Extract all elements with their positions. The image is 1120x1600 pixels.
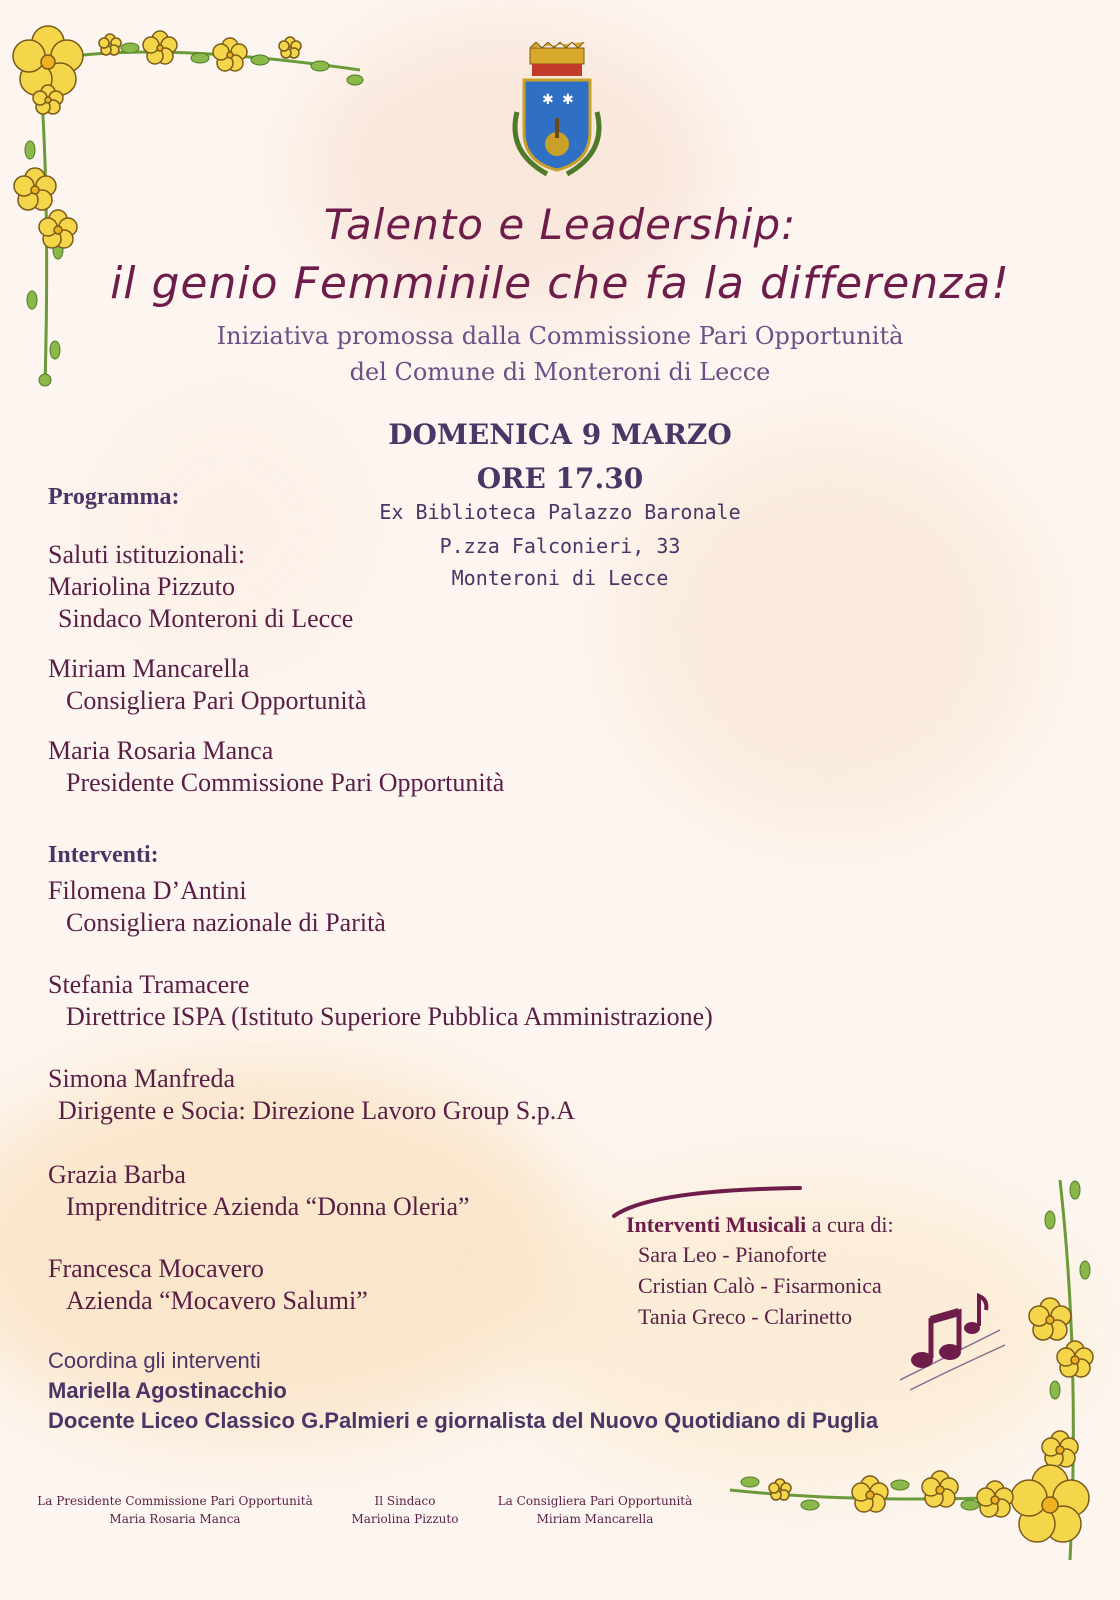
subtitle-line-2: del Comune di Monteroni di Lecce — [349, 358, 771, 386]
event-city: Monteroni di Lecce — [451, 566, 669, 590]
music-performer: Tania Greco - Clarinetto — [638, 1304, 853, 1329]
coordina-name: Mariella Agostinacchio — [48, 1378, 287, 1403]
speaker-name: Mariolina Pizzuto — [48, 572, 236, 601]
event-date: DOMENICA 9 MARZO — [388, 418, 732, 451]
svg-text:✱: ✱ — [542, 92, 554, 108]
speaker-name: Maria Rosaria Manca — [48, 736, 274, 765]
speaker-role: Imprenditrice Azienda “Donna Oleria” — [66, 1192, 470, 1221]
coordina-label: Coordina gli interventi — [48, 1348, 261, 1373]
speaker-role: Azienda “Mocavero Salumi” — [66, 1286, 368, 1315]
music-heading-bold: Interventi Musicali — [626, 1212, 807, 1237]
speaker-name: Simona Manfreda — [48, 1064, 236, 1093]
municipal-coat-of-arms-icon — [502, 42, 612, 182]
event-address: P.zza Falconieri, 33 — [439, 534, 681, 558]
signature-title: La Consigliera Pari Opportunità — [497, 1494, 693, 1508]
signature-title: La Presidente Commissione Pari Opportunità — [37, 1494, 313, 1508]
subtitle-line-1: Iniziativa promossa dalla Commissione Pari Opportunità — [216, 322, 904, 350]
speaker-role: Sindaco Monteroni di Lecce — [58, 604, 354, 633]
speaker-role: Dirigente e Socia: Direzione Lavoro Group S.p.A — [58, 1096, 575, 1125]
saluti-heading: Saluti istituzionali: — [48, 540, 246, 569]
signature-name: Mariolina Pizzuto — [351, 1512, 459, 1526]
interventi-heading: Interventi: — [48, 842, 159, 868]
signature-title: Il Sindaco — [374, 1494, 436, 1508]
programma-heading: Programma: — [48, 484, 180, 510]
event-venue: Ex Biblioteca Palazzo Baronale — [379, 500, 741, 524]
speaker-name: Miriam Mancarella — [48, 654, 250, 683]
speaker-name: Grazia Barba — [48, 1160, 186, 1189]
speaker-role: Direttrice ISPA (Istituto Superiore Pubblica Amministrazione) — [66, 1002, 713, 1031]
event-title-line-2: il genio Femminile che fa la differenza! — [110, 258, 1010, 309]
music-performer: Sara Leo - Pianoforte — [638, 1242, 827, 1267]
signature-name: Maria Rosaria Manca — [109, 1512, 241, 1526]
music-performer: Cristian Calò - Fisarmonica — [638, 1273, 882, 1298]
speaker-name: Filomena D’Antini — [48, 876, 247, 905]
coordina-role: Docente Liceo Classico G.Palmieri e giornalista del Nuovo Quotidiano di Puglia — [48, 1408, 879, 1433]
signature-presidente — [30, 1492, 320, 1528]
event-time: ORE 17.30 — [476, 462, 644, 495]
music-notes-icon — [900, 1290, 1010, 1400]
svg-text:✱: ✱ — [562, 92, 574, 108]
music-heading — [626, 1212, 894, 1238]
signature-sindaco — [330, 1492, 480, 1528]
speaker-role: Presidente Commissione Pari Opportunità — [66, 768, 505, 797]
event-title-line-1: Talento e Leadership: — [323, 200, 797, 249]
signature-consigliera — [490, 1492, 700, 1528]
speaker-role: Consigliera nazionale di Parità — [66, 908, 386, 937]
speaker-name: Francesca Mocavero — [48, 1254, 264, 1283]
speaker-name: Stefania Tramacere — [48, 970, 250, 999]
music-heading-rest: a cura di: — [811, 1212, 894, 1237]
speaker-role: Consigliera Pari Opportunità — [66, 686, 367, 715]
signature-name: Miriam Mancarella — [536, 1512, 654, 1526]
